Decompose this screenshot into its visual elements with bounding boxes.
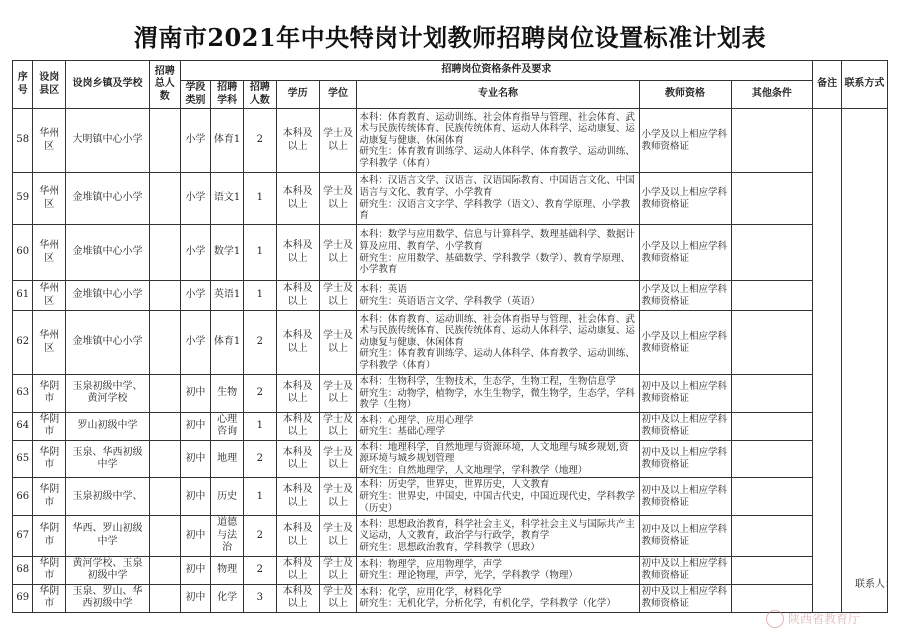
contact-cell	[841, 109, 887, 613]
row-seq: 69	[13, 584, 33, 612]
row-county: 华阴市	[33, 478, 66, 516]
row-other	[731, 109, 813, 173]
row-stage: 小学	[180, 109, 211, 173]
row-total	[149, 375, 180, 413]
row-subject: 物理	[211, 556, 244, 584]
row-other	[731, 281, 813, 311]
row-total	[149, 225, 180, 281]
row-edu: 本科及以上	[276, 440, 319, 478]
row-count: 1	[243, 225, 276, 281]
header-group: 招聘岗位资格条件及要求	[180, 61, 813, 81]
row-major: 本科：化学，应用化学，材料化学 研究生：无机化学，分析化学，有机化学，学科教学（化学）	[357, 584, 639, 612]
row-school: 大明镇中心小学	[66, 109, 150, 173]
watermark	[766, 610, 860, 629]
row-edu: 本科及以上	[276, 556, 319, 584]
header-degree: 学位	[319, 81, 357, 109]
row-count: 1	[243, 281, 276, 311]
header-stage: 学段类别	[180, 81, 211, 109]
row-edu: 本科及以上	[276, 311, 319, 375]
watermark-text: 陕西省教育厅	[787, 611, 860, 626]
header-town: 设岗乡镇及学校	[66, 61, 150, 109]
row-subject: 化学	[211, 584, 244, 612]
row-total	[149, 516, 180, 557]
row-subject: 心理咨询	[211, 412, 244, 440]
table-row	[13, 516, 888, 557]
header-contact: 联系方式	[841, 61, 887, 109]
recruitment-table	[12, 60, 888, 613]
table-body	[13, 109, 888, 613]
row-major: 本科：地理科学，自然地理与资源环境，人文地理与城乡规划,资源环境与城乡规划管理 研究生：自然地理学，人文地理学，学科教学（地理）	[357, 440, 639, 478]
row-county: 华阴市	[33, 412, 66, 440]
row-qualification: 初中及以上相应学科教师资格证	[639, 412, 731, 440]
row-school: 罗山初级中学	[66, 412, 150, 440]
header-total: 招聘总人数	[149, 61, 180, 109]
table-row	[13, 109, 888, 173]
row-total	[149, 440, 180, 478]
row-degree: 学士及以上	[319, 584, 357, 612]
row-qualification: 初中及以上相应学科教师资格证	[639, 556, 731, 584]
row-other	[731, 516, 813, 557]
row-county: 华阴市	[33, 375, 66, 413]
row-total	[149, 556, 180, 584]
row-county: 华阴市	[33, 584, 66, 612]
row-county: 华州区	[33, 281, 66, 311]
row-total	[149, 173, 180, 225]
row-school: 玉泉、华西初级中学	[66, 440, 150, 478]
row-other	[731, 556, 813, 584]
row-school: 玉泉、罗山、华西初级中学	[66, 584, 150, 612]
row-county: 华州区	[33, 173, 66, 225]
table-row	[13, 412, 888, 440]
row-subject: 语文1	[211, 173, 244, 225]
row-edu: 本科及以上	[276, 375, 319, 413]
row-degree: 学士及以上	[319, 412, 357, 440]
row-degree: 学士及以上	[319, 109, 357, 173]
row-degree: 学士及以上	[319, 440, 357, 478]
table-row	[13, 556, 888, 584]
row-count: 2	[243, 516, 276, 557]
row-edu: 本科及以上	[276, 584, 319, 612]
row-major: 本科：体育教育、运动训练、社会体育指导与管理、社会体育、武术与民族传统体育、民族传统体育、运动人体科学、运动康复、运动康复与健康、休闲体育 研究生：体育教育训练学、运动人体科学、体育教学、运动训练、学科教学（体育）	[357, 311, 639, 375]
header-count: 招聘人数	[243, 81, 276, 109]
row-seq: 61	[13, 281, 33, 311]
row-degree: 学士及以上	[319, 311, 357, 375]
row-school: 金堆镇中心小学	[66, 281, 150, 311]
row-subject: 道德与法治	[211, 516, 244, 557]
header-subject: 招聘学科	[211, 81, 244, 109]
row-seq: 62	[13, 311, 33, 375]
row-subject: 地理	[211, 440, 244, 478]
table-row	[13, 225, 888, 281]
row-stage: 初中	[180, 556, 211, 584]
row-degree: 学士及以上	[319, 375, 357, 413]
row-stage: 小学	[180, 173, 211, 225]
row-total	[149, 478, 180, 516]
row-major: 本科：体育教育、运动训练、社会体育指导与管理、社会体育、武术与民族传统体育、民族传统体育、运动人体科学、运动康复、运动康复与健康、休闲体育 研究生：体育教育训练学、运动人体科学、体育教学、运动训练、学科教学（体育）	[357, 109, 639, 173]
row-school: 金堆镇中心小学	[66, 173, 150, 225]
row-major: 本科：汉语言文学、汉语言、汉语国际教育、中国语言文化、中国语言与文化、教育学、小学教育 研究生：汉语言文字学、学科教学（语文）、教育学原理、小学教育	[357, 173, 639, 225]
row-school: 金堆镇中心小学	[66, 311, 150, 375]
row-edu: 本科及以上	[276, 412, 319, 440]
header-other: 其他条件	[731, 81, 813, 109]
row-stage: 初中	[180, 412, 211, 440]
row-stage: 小学	[180, 311, 211, 375]
row-qualification: 初中及以上相应学科教师资格证	[639, 478, 731, 516]
row-seq: 65	[13, 440, 33, 478]
row-seq: 67	[13, 516, 33, 557]
row-stage: 小学	[180, 281, 211, 311]
row-qualification: 初中及以上相应学科教师资格证	[639, 375, 731, 413]
row-major: 本科：数学与应用数学、信息与计算科学、数理基础科学、数据计算及应用、教育学、小学教育 研究生：应用数学、基础数学、学科教学（数学）、教育学原理、小学教育	[357, 225, 639, 281]
remark-cell	[813, 109, 842, 613]
row-county: 华阴市	[33, 440, 66, 478]
row-edu: 本科及以上	[276, 225, 319, 281]
header-qualification: 教师资格	[639, 81, 731, 109]
row-other	[731, 173, 813, 225]
row-subject: 体育1	[211, 311, 244, 375]
row-count: 2	[243, 556, 276, 584]
row-stage: 初中	[180, 516, 211, 557]
row-qualification: 初中及以上相应学科教师资格证	[639, 584, 731, 612]
table-row	[13, 281, 888, 311]
row-degree: 学士及以上	[319, 516, 357, 557]
header-county: 设岗县区	[33, 61, 66, 109]
row-count: 2	[243, 311, 276, 375]
row-total	[149, 109, 180, 173]
row-subject: 生物	[211, 375, 244, 413]
row-other	[731, 375, 813, 413]
row-stage: 初中	[180, 375, 211, 413]
row-seq: 68	[13, 556, 33, 584]
row-seq: 64	[13, 412, 33, 440]
row-edu: 本科及以上	[276, 281, 319, 311]
table-row	[13, 173, 888, 225]
row-stage: 初中	[180, 440, 211, 478]
table-row	[13, 375, 888, 413]
table-row	[13, 311, 888, 375]
row-county: 华阴市	[33, 556, 66, 584]
row-major: 本科：生物科学，生物技术，生态学，生物工程，生物信息学 研究生：动物学，植物学，水生生物学，微生物学，生态学，学科教学（生物）	[357, 375, 639, 413]
row-count: 2	[243, 375, 276, 413]
row-county: 华阴市	[33, 516, 66, 557]
header-remark: 备注	[813, 61, 842, 109]
contact-person-note: 联系人：	[855, 579, 895, 590]
row-edu: 本科及以上	[276, 109, 319, 173]
row-other	[731, 584, 813, 612]
row-school: 华西、罗山初级中学	[66, 516, 150, 557]
row-stage: 初中	[180, 478, 211, 516]
row-qualification: 小学及以上相应学科教师资格证	[639, 311, 731, 375]
row-major: 本科：历史学，世界史，世界历史，人文教育 研究生：世界史，中国史，中国古代史，中国近现代史，学科教学（历史）	[357, 478, 639, 516]
row-seq: 58	[13, 109, 33, 173]
row-major: 本科：思想政治教育，科学社会主义，科学社会主义与国际共产主义运动，人文教育，政治学与行政学，教育学 研究生：思想政治教育，学科教学（思政）	[357, 516, 639, 557]
row-subject: 体育1	[211, 109, 244, 173]
row-qualification: 初中及以上相应学科教师资格证	[639, 440, 731, 478]
row-total	[149, 412, 180, 440]
row-other	[731, 311, 813, 375]
row-edu: 本科及以上	[276, 516, 319, 557]
row-qualification: 小学及以上相应学科教师资格证	[639, 109, 731, 173]
row-school: 玉泉初级中学、黄河学校	[66, 375, 150, 413]
header-seq: 序号	[13, 61, 33, 109]
row-school: 玉泉初级中学、	[66, 478, 150, 516]
row-subject: 历史	[211, 478, 244, 516]
row-other	[731, 225, 813, 281]
row-degree: 学士及以上	[319, 225, 357, 281]
row-county: 华州区	[33, 311, 66, 375]
row-degree: 学士及以上	[319, 478, 357, 516]
row-count: 1	[243, 173, 276, 225]
row-count: 3	[243, 584, 276, 612]
table-row	[13, 440, 888, 478]
row-other	[731, 412, 813, 440]
row-count: 1	[243, 412, 276, 440]
header-major: 专业名称	[357, 81, 639, 109]
row-total	[149, 311, 180, 375]
row-qualification: 初中及以上相应学科教师资格证	[639, 516, 731, 557]
row-county: 华州区	[33, 109, 66, 173]
row-county: 华州区	[33, 225, 66, 281]
table-row	[13, 478, 888, 516]
row-seq: 63	[13, 375, 33, 413]
row-seq: 60	[13, 225, 33, 281]
row-major: 本科：心理学、应用心理学 研究生：基础心理学	[357, 412, 639, 440]
row-stage: 小学	[180, 225, 211, 281]
row-qualification: 小学及以上相应学科教师资格证	[639, 281, 731, 311]
recruitment-table-wrapper	[12, 60, 888, 613]
row-subject: 英语1	[211, 281, 244, 311]
emblem-icon	[766, 610, 784, 628]
row-school: 黄河学校、玉泉初级中学	[66, 556, 150, 584]
row-total	[149, 584, 180, 612]
table-row	[13, 584, 888, 612]
row-degree: 学士及以上	[319, 556, 357, 584]
row-seq: 59	[13, 173, 33, 225]
row-edu: 本科及以上	[276, 478, 319, 516]
row-count: 1	[243, 478, 276, 516]
row-count: 2	[243, 440, 276, 478]
row-major: 本科：英语 研究生：英语语言文学、学科教学（英语）	[357, 281, 639, 311]
row-other	[731, 440, 813, 478]
row-qualification: 小学及以上相应学科教师资格证	[639, 225, 731, 281]
row-other	[731, 478, 813, 516]
row-school: 金堆镇中心小学	[66, 225, 150, 281]
row-edu: 本科及以上	[276, 173, 319, 225]
row-seq: 66	[13, 478, 33, 516]
page-title: 渭南市2021年中央特岗计划教师招聘岗位设置标准计划表	[133, 23, 767, 52]
row-total	[149, 281, 180, 311]
header-edu: 学历	[276, 81, 319, 109]
row-subject: 数学1	[211, 225, 244, 281]
row-qualification: 小学及以上相应学科教师资格证	[639, 173, 731, 225]
row-count: 2	[243, 109, 276, 173]
row-degree: 学士及以上	[319, 281, 357, 311]
row-stage: 初中	[180, 584, 211, 612]
row-degree: 学士及以上	[319, 173, 357, 225]
row-major: 本科：物理学，应用物理学，声学 研究生：理论物理，声学，光学，学科教学（物理）	[357, 556, 639, 584]
